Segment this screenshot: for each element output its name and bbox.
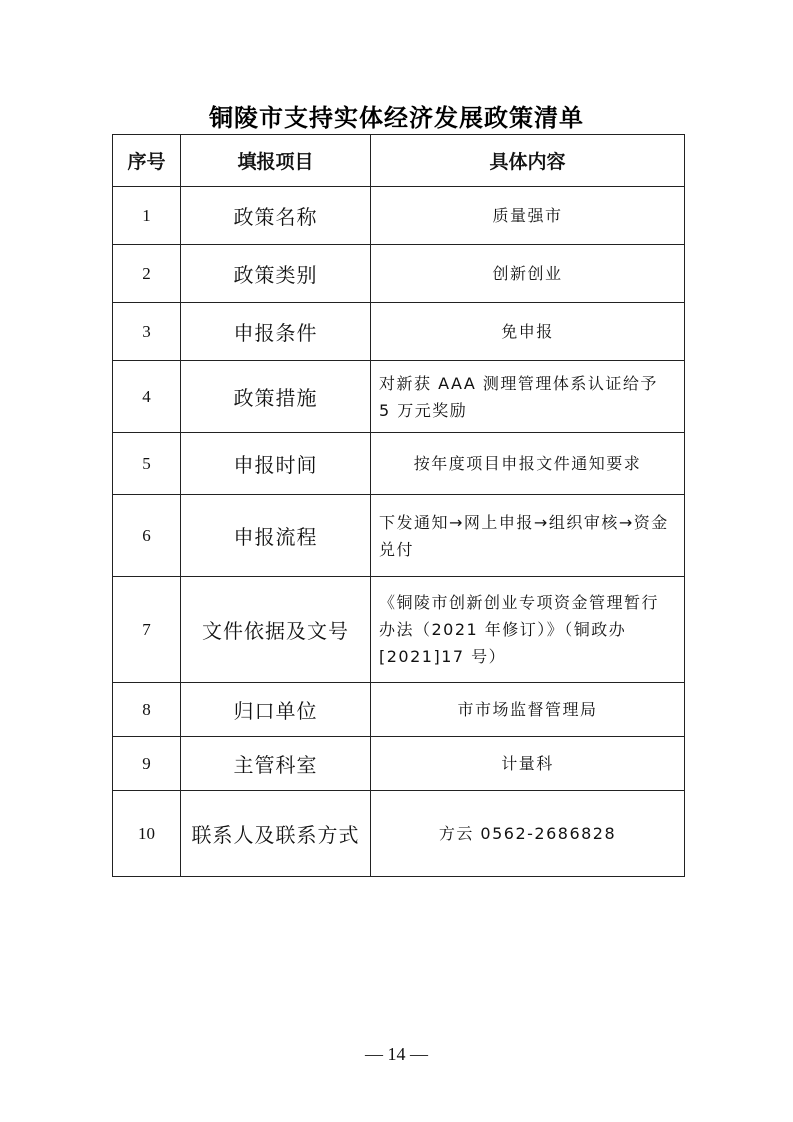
row-number: 8 <box>113 683 181 737</box>
row-content: 质量强市 <box>371 187 685 245</box>
row-item: 主管科室 <box>181 737 371 791</box>
header-item: 填报项目 <box>181 135 371 187</box>
row-number: 5 <box>113 433 181 495</box>
row-content: 下发通知→网上申报→组织审核→资金兑付 <box>371 495 685 577</box>
row-item: 文件依据及文号 <box>181 577 371 683</box>
row-content: 按年度项目申报文件通知要求 <box>371 433 685 495</box>
header-serial: 序号 <box>113 135 181 187</box>
table-row <box>113 303 685 361</box>
row-item: 申报条件 <box>181 303 371 361</box>
row-number: 10 <box>113 791 181 877</box>
row-number: 2 <box>113 245 181 303</box>
table-header-row <box>113 135 685 187</box>
row-item: 政策措施 <box>181 361 371 433</box>
row-item: 申报时间 <box>181 433 371 495</box>
row-number: 3 <box>113 303 181 361</box>
row-item: 联系人及联系方式 <box>181 791 371 877</box>
row-content: 市市场监督管理局 <box>371 683 685 737</box>
table-row <box>113 187 685 245</box>
row-number: 1 <box>113 187 181 245</box>
row-content: 创新创业 <box>371 245 685 303</box>
row-number: 7 <box>113 577 181 683</box>
policy-table <box>112 134 685 877</box>
row-number: 9 <box>113 737 181 791</box>
document-title: 铜陵市支持实体经济发展政策清单 <box>209 103 584 132</box>
table-row <box>113 791 685 877</box>
row-content: 免申报 <box>371 303 685 361</box>
row-content: 计量科 <box>371 737 685 791</box>
row-content: 方云 0562-2686828 <box>371 791 685 877</box>
table-row <box>113 577 685 683</box>
row-item: 申报流程 <box>181 495 371 577</box>
table-row <box>113 683 685 737</box>
row-content: 对新获 AAA 测理管理体系认证给予 5 万元奖励 <box>371 361 685 433</box>
header-content: 具体内容 <box>371 135 685 187</box>
row-item: 政策名称 <box>181 187 371 245</box>
table-row <box>113 361 685 433</box>
table-row <box>113 737 685 791</box>
table-row <box>113 495 685 577</box>
row-number: 4 <box>113 361 181 433</box>
row-content: 《铜陵市创新创业专项资金管理暂行办法（2021 年修订）》（铜政办[2021]17 号） <box>371 577 685 683</box>
row-item: 政策类别 <box>181 245 371 303</box>
row-item: 归口单位 <box>181 683 371 737</box>
page-number: — 14 — <box>365 1044 428 1064</box>
table-row <box>113 433 685 495</box>
table-row <box>113 245 685 303</box>
row-number: 6 <box>113 495 181 577</box>
